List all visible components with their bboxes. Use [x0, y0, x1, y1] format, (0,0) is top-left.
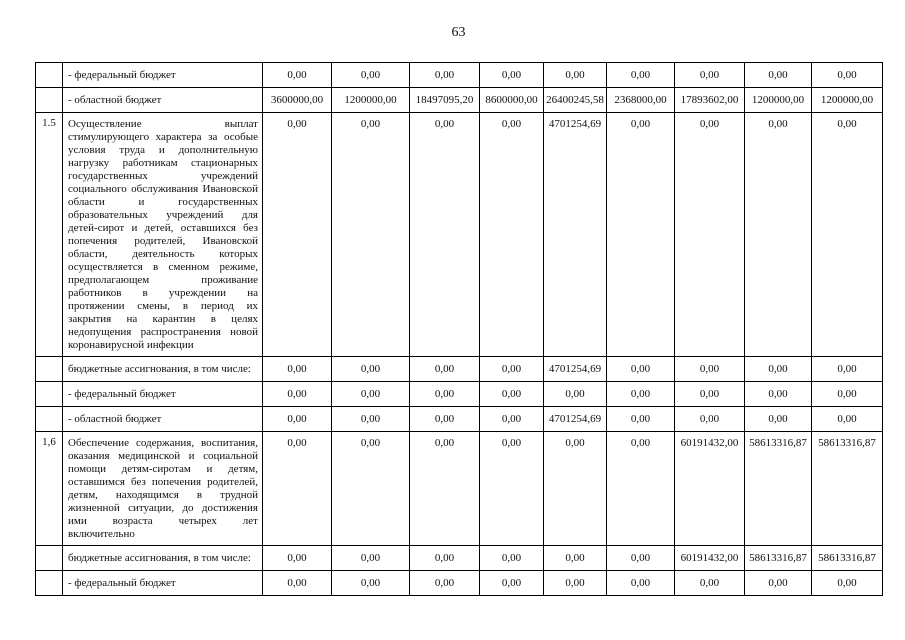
value-cell: 0,00 — [263, 63, 332, 88]
row-label-cell: бюджетные ассигнования, в том числе: — [63, 357, 263, 382]
row-label-cell: Обеспечение содержания, воспитания, оказания медицинской и социальной помощи детям-сиротам и детям, оставшимся без попечения родителей, детям, находящимся в трудной жизненной ситуации, до достижения ими возраста четырех лет включительно — [63, 432, 263, 546]
value-cell: 4701254,69 — [544, 407, 607, 432]
row-label-cell: - областной бюджет — [63, 88, 263, 113]
table-row — [36, 546, 883, 571]
value-cell: 26400245,58 — [544, 88, 607, 113]
value-cell: 58613316,87 — [812, 432, 883, 546]
row-number-cell — [36, 63, 63, 88]
row-number-cell: 1.5 — [36, 113, 63, 357]
table-row — [36, 88, 883, 113]
row-number-cell — [36, 571, 63, 596]
value-cell: 0,00 — [480, 357, 544, 382]
table-row — [36, 113, 883, 357]
value-cell: 0,00 — [812, 382, 883, 407]
value-cell: 4701254,69 — [544, 357, 607, 382]
value-cell: 8600000,00 — [480, 88, 544, 113]
row-label-cell: Осуществление выплат стимулирующего характера за особые условия труда и дополнительную нагрузку работникам стационарных государственных учреждений социального обслуживания Ивановской области и государственных образовательных учреждений для детей-сирот и детей, оставшихся без попечения родителей, Ивановской области, деятельность которых осуществляется в сменном режиме, предполагающем проживание работников в учреждении на протяжении смены, в период их закрытия на карантин в целях недопущения распространения новой коронавирусной инфекции — [63, 113, 263, 357]
value-cell: 0,00 — [812, 571, 883, 596]
value-cell: 1200000,00 — [332, 88, 410, 113]
value-cell: 0,00 — [263, 571, 332, 596]
row-number-cell — [36, 357, 63, 382]
value-cell: 0,00 — [480, 113, 544, 357]
value-cell: 0,00 — [332, 382, 410, 407]
value-cell: 0,00 — [607, 407, 675, 432]
value-cell: 4701254,69 — [544, 113, 607, 357]
value-cell: 0,00 — [607, 382, 675, 407]
value-cell: 0,00 — [410, 113, 480, 357]
value-cell: 0,00 — [332, 407, 410, 432]
value-cell: 60191432,00 — [675, 432, 745, 546]
value-cell: 0,00 — [332, 63, 410, 88]
row-label-cell: - областной бюджет — [63, 407, 263, 432]
table-row — [36, 407, 883, 432]
value-cell: 0,00 — [263, 546, 332, 571]
value-cell: 0,00 — [480, 407, 544, 432]
budget-table-body — [36, 63, 883, 596]
value-cell: 0,00 — [675, 382, 745, 407]
table-continuation-line-num — [62, 580, 63, 591]
value-cell: 0,00 — [332, 357, 410, 382]
value-cell: 1200000,00 — [812, 88, 883, 113]
value-cell: 0,00 — [410, 571, 480, 596]
row-label-cell: - федеральный бюджет — [63, 382, 263, 407]
value-cell: 0,00 — [410, 546, 480, 571]
value-cell: 0,00 — [263, 357, 332, 382]
value-cell: 0,00 — [812, 63, 883, 88]
value-cell: 0,00 — [263, 432, 332, 546]
value-cell: 0,00 — [607, 571, 675, 596]
value-cell: 60191432,00 — [675, 546, 745, 571]
row-label-cell: - федеральный бюджет — [63, 63, 263, 88]
value-cell: 0,00 — [544, 571, 607, 596]
table-row — [36, 63, 883, 88]
value-cell: 0,00 — [480, 63, 544, 88]
value-cell: 0,00 — [675, 571, 745, 596]
row-number-cell — [36, 382, 63, 407]
value-cell: 0,00 — [263, 113, 332, 357]
value-cell: 0,00 — [607, 546, 675, 571]
value-cell: 58613316,87 — [745, 546, 812, 571]
value-cell: 0,00 — [675, 407, 745, 432]
value-cell: 0,00 — [410, 407, 480, 432]
value-cell: 0,00 — [544, 63, 607, 88]
value-cell: 0,00 — [745, 571, 812, 596]
value-cell: 0,00 — [675, 113, 745, 357]
value-cell: 0,00 — [607, 113, 675, 357]
table-row — [36, 432, 883, 546]
value-cell: 0,00 — [410, 63, 480, 88]
row-number-cell — [36, 88, 63, 113]
value-cell: 0,00 — [410, 382, 480, 407]
value-cell: 0,00 — [332, 113, 410, 357]
table-row — [36, 571, 883, 596]
value-cell: 0,00 — [812, 357, 883, 382]
value-cell: 17893602,00 — [675, 88, 745, 113]
value-cell: 1200000,00 — [745, 88, 812, 113]
value-cell: 58613316,87 — [812, 546, 883, 571]
value-cell: 58613316,87 — [745, 432, 812, 546]
value-cell: 0,00 — [675, 63, 745, 88]
value-cell: 0,00 — [745, 63, 812, 88]
value-cell: 0,00 — [410, 432, 480, 546]
value-cell: 0,00 — [745, 407, 812, 432]
row-label-cell: - федеральный бюджет — [63, 571, 263, 596]
value-cell: 0,00 — [812, 407, 883, 432]
value-cell: 0,00 — [675, 357, 745, 382]
value-cell: 18497095,20 — [410, 88, 480, 113]
budget-table — [35, 62, 883, 596]
value-cell: 0,00 — [607, 357, 675, 382]
value-cell: 0,00 — [480, 546, 544, 571]
value-cell: 0,00 — [480, 382, 544, 407]
value-cell: 0,00 — [544, 382, 607, 407]
row-number-cell: 1,6 — [36, 432, 63, 546]
value-cell: 0,00 — [544, 432, 607, 546]
value-cell: 0,00 — [263, 382, 332, 407]
row-label-cell: бюджетные ассигнования, в том числе: — [63, 546, 263, 571]
table-row — [36, 382, 883, 407]
value-cell: 2368000,00 — [607, 88, 675, 113]
value-cell: 0,00 — [812, 113, 883, 357]
value-cell: 0,00 — [332, 432, 410, 546]
value-cell: 0,00 — [410, 357, 480, 382]
value-cell: 0,00 — [480, 571, 544, 596]
value-cell: 0,00 — [332, 571, 410, 596]
value-cell: 0,00 — [745, 382, 812, 407]
page-number: 63 — [451, 25, 466, 40]
row-number-cell — [36, 546, 63, 571]
value-cell: 0,00 — [263, 407, 332, 432]
value-cell: 0,00 — [745, 113, 812, 357]
value-cell: 0,00 — [607, 63, 675, 88]
table-row — [36, 357, 883, 382]
value-cell: 0,00 — [480, 432, 544, 546]
value-cell: 0,00 — [332, 546, 410, 571]
value-cell: 0,00 — [607, 432, 675, 546]
value-cell: 0,00 — [544, 546, 607, 571]
table-continuation-line-left — [35, 580, 36, 591]
row-number-cell — [36, 407, 63, 432]
value-cell: 3600000,00 — [263, 88, 332, 113]
value-cell: 0,00 — [745, 357, 812, 382]
